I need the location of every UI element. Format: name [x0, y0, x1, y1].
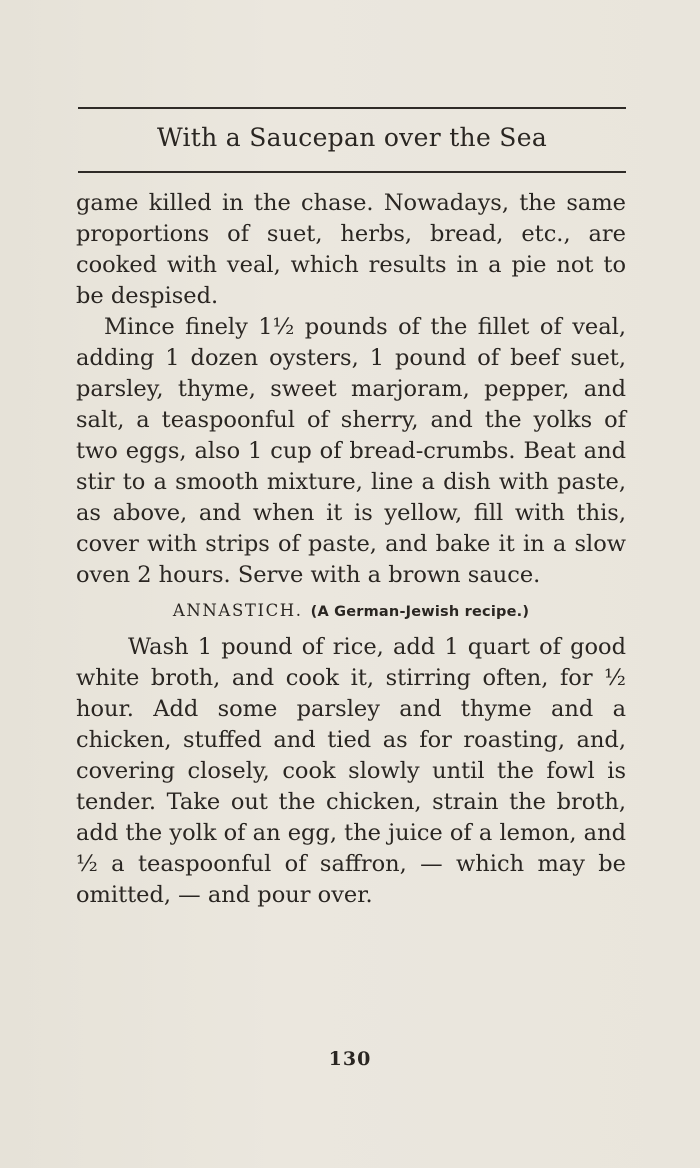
recipe-origin-note: (A German-Jewish recipe.) [310, 604, 530, 620]
page-number: 130 [328, 1048, 372, 1070]
header-rule-top [78, 107, 626, 109]
text-block-annastich [76, 632, 626, 911]
running-title: With a Saucepan over the Sea [156, 123, 548, 152]
recipe-heading [76, 598, 626, 625]
paragraph-continued: game killed in the chase. Nowadays, the same proportions of suet, herbs, bread, etc., are cooked with veal, which results in a pie not to be despised. [76, 190, 626, 309]
paragraph-mince-veal: Mince finely 1½ pounds of the fillet of veal, adding 1 dozen oysters, 1 pound of beef suet, parsley, thyme, sweet marjoram, pepper, and salt, a teaspoonful of sherry, and the yolks of two eggs, also 1 cup of bread-crumbs. Beat and stir to a smooth mixture, line a dish with paste, as above, and when it is yellow, fill with this, cover with strips of paste, and bake it in a slow oven 2 hours. Serve with a brown sauce. [76, 314, 626, 588]
header-rule-bottom [78, 171, 626, 173]
paragraph-annastich: Wash 1 pound of rice, add 1 quart of good white broth, and cook it, stirring often, for ½ hour. Add some parsley and thyme and a chicken, stuffed and tied as for roasting, and, covering closely, cook slowly until the fowl is tender. Take out the chicken, strain the broth, add the yolk of an egg, the juice of a lemon, and ½ a teaspoonful of saffron, — which may be omitted, — and pour over. [76, 634, 626, 908]
recipe-name: ANNASTICH. [172, 601, 303, 620]
text-block-top [76, 188, 626, 591]
